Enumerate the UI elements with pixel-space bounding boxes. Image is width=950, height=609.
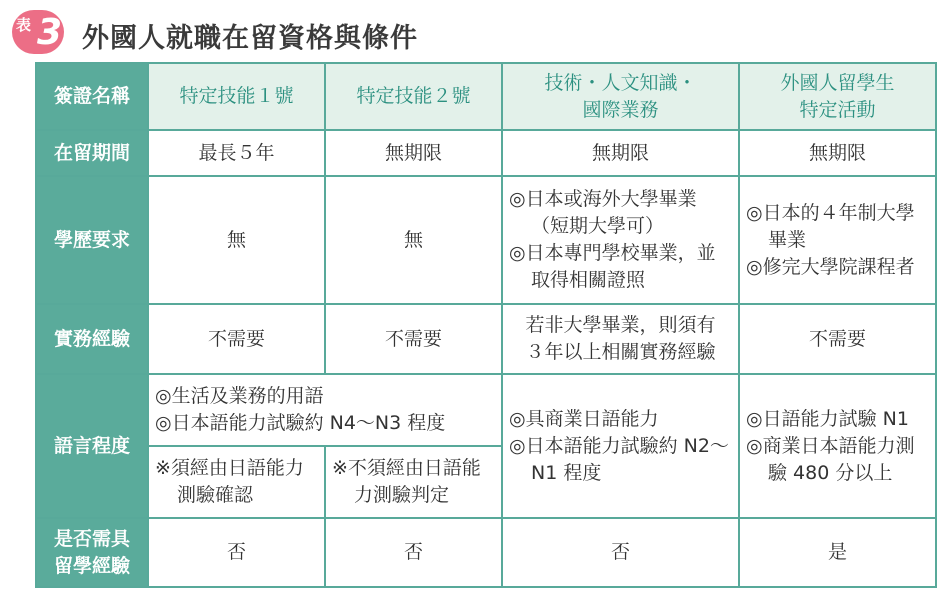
row-label-experience: 實務經驗 — [36, 304, 148, 374]
column-header-line: 外國人留學生 — [780, 71, 895, 94]
column-header-ssw1 — [148, 63, 325, 130]
badge-label: 表 — [16, 16, 32, 34]
column-header-student — [739, 63, 936, 130]
list-item: ◎日本的４年制大學畢業 — [746, 201, 915, 251]
cell-experience-student: 不需要 — [739, 304, 936, 374]
column-header-line: 技術・人文知識・ — [544, 71, 697, 94]
column-header-ssw2 — [325, 63, 502, 130]
list-item: ◎日本專門學校畢業，並取得相關證照 — [509, 242, 716, 291]
list-item: ◎生活及業務的用語 — [155, 385, 324, 407]
cell-language-ssw1-note — [148, 446, 325, 518]
cell-language-ssw2-note — [325, 446, 502, 518]
note-item: ※須經由日語能力測驗確認 — [155, 457, 304, 506]
table-title-row — [10, 4, 940, 58]
table-title: 外國人就職在留資格與條件 — [82, 23, 418, 54]
cell-education-engineer — [502, 176, 739, 304]
row-label-line: 是否需具 — [53, 527, 130, 550]
cell-experience-ssw1: 不需要 — [148, 304, 325, 374]
cell-experience-ssw2: 不需要 — [325, 304, 502, 374]
list-item: ◎具商業日語能力 — [509, 407, 659, 430]
visa-conditions-table — [35, 62, 937, 588]
cell-study-student: 是 — [739, 518, 936, 587]
cell-period-ssw2: 無期限 — [325, 130, 502, 176]
header-row — [36, 63, 936, 130]
list-item: ◎日本語能力試驗約 N4～N3 程度 — [155, 412, 446, 434]
row-label-line: 留學經驗 — [53, 554, 130, 577]
text-line: 若非大學畢業，則須有 — [525, 314, 716, 336]
cell-period-ssw1: 最長５年 — [148, 130, 325, 176]
row-label-study-experience — [36, 518, 148, 587]
badge-number: 3 — [37, 12, 63, 53]
list-item: ◎日本或海外大學畢業（短期大學可） — [509, 188, 697, 237]
note-item: ※不須經由日語能力測驗判定 — [332, 457, 481, 506]
row-label-education: 學歷要求 — [36, 176, 148, 304]
list-item: ◎日語能力試驗 N1 — [746, 407, 909, 430]
row-language — [36, 374, 936, 446]
corner-header: 簽證名稱 — [36, 63, 148, 130]
column-header-line: 特定技能２號 — [356, 85, 471, 107]
list-item: ◎商業日本語能力測驗 480 分以上 — [746, 434, 915, 484]
cell-language-ssw-shared — [148, 374, 502, 446]
list-item: ◎日本語能力試驗約 N2～N1 程度 — [509, 434, 729, 484]
cell-education-student — [739, 176, 936, 304]
row-experience — [36, 304, 936, 374]
column-header-line: 國際業務 — [582, 98, 659, 121]
row-study-experience — [36, 518, 936, 587]
cell-study-ssw1: 否 — [148, 518, 325, 587]
cell-education-ssw2: 無 — [325, 176, 502, 304]
row-education — [36, 176, 936, 304]
cell-study-ssw2: 否 — [325, 518, 502, 587]
list-item: ◎修完大學院課程者 — [746, 255, 915, 278]
cell-period-engineer: 無期限 — [502, 130, 739, 176]
table-number-badge — [12, 10, 74, 58]
cell-period-student: 無期限 — [739, 130, 936, 176]
row-label-language: 語言程度 — [36, 374, 148, 518]
column-header-line: 特定技能１號 — [179, 85, 294, 107]
cell-experience-engineer — [502, 304, 739, 374]
column-header-engineer — [502, 63, 739, 130]
column-header-line: 特定活動 — [799, 98, 876, 121]
cell-education-ssw1: 無 — [148, 176, 325, 304]
row-label-period: 在留期間 — [36, 130, 148, 176]
cell-study-engineer: 否 — [502, 518, 739, 587]
cell-language-engineer — [502, 374, 739, 518]
cell-language-student — [739, 374, 936, 518]
row-period — [36, 130, 936, 176]
text-line: ３年以上相關實務經驗 — [525, 341, 716, 363]
